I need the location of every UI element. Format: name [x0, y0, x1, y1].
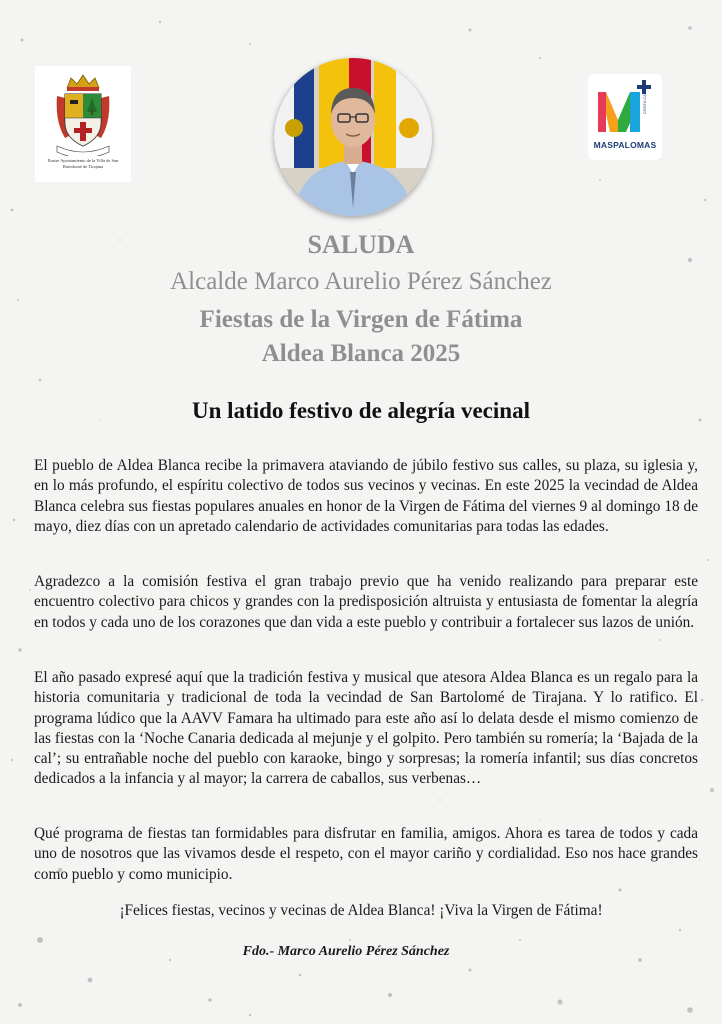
maspalomas-side-text: COSTA CANARIA: [642, 81, 647, 114]
title-fiestas: Fiestas de la Virgen de Fátima: [199, 306, 523, 333]
signature: Fdo.- Marco Aurelio Pérez Sánchez: [242, 944, 450, 959]
maspalomas-word: MASPALOMAS: [593, 140, 657, 150]
paragraph-4: Qué programa de fiestas tan formidables para disfrutar en familia, amigos. Ahora es tarea de todos y cada uno de nosotros que las vivamos desde el respeto, con el mayor cariño y cordialidad. Eso nos hace grandes como pueblo y como municipio.: [34, 825, 698, 883]
paragraph-3: El año pasado expresé aquí que la tradición festiva y musical que atesora Aldea Blanca es un regalo para la historia comunitaria y tradicional de toda la vecindad de San Bartolomé de Tirajana. Y lo ratifico. El programa lúdico que la AAVV Famara ha ultimado para este año así lo delata desde el mismo comienzo de las fiestas con la ‘Noche Canaria dedicada al mejunje y el golpito. Pero también su romería; la ‘Bajada de la cal’; su entrañable noche del pueblo con karaoke, bingo y sorpresas; la romería infantil; sus días concretos dedicados a la infancia y al mayor; la carrera de caballos, sus verbenas…: [34, 669, 698, 788]
maspalomas-logo: [588, 74, 662, 160]
crest-caption: Ilustre Ayuntamiento de la Villa de San Bartolomé de Tirajana: [47, 158, 119, 169]
title-saluda: SALUDA: [307, 230, 415, 259]
main-heading: Un latido festivo de alegría vecinal: [192, 398, 530, 423]
title-aldea-blanca: Aldea Blanca 2025: [261, 340, 461, 367]
municipal-crest-logo: [35, 66, 131, 182]
maspalomas-m-plus-icon: [588, 74, 662, 140]
paragraph-2: Agradezco a la comisión festiva el gran trabajo previo que ha venido realizando para preparar este encuentro colectivo para chicos y grandes con la predisposición altruista y entusiasta de fomentar la alegría en todos y cada uno de los corazones que dan vida a este pueblo y contribuir a fortalecer sus lazos de unión.: [34, 573, 698, 631]
closing-line: ¡Felices fiestas, vecinos y vecinas de Aldea Blanca! ¡Viva la Virgen de Fátima!: [119, 902, 603, 919]
paragraph-1: El pueblo de Aldea Blanca recibe la primavera ataviando de júbilo festivo sus calles, su plaza, su iglesia y, en lo más profundo, el espíritu colectivo de todos sus vecinos y vecinas. En este 2025 la vecindad de Aldea Blanca celebra sus fiestas populares anuales en honor de la Virgen de Fátima del viernes 9 al domingo 18 de mayo, diez días con un apretado calendario de actividades comunitarias para todas las edades.: [34, 457, 698, 535]
coat-of-arms-icon: [53, 72, 113, 156]
mayor-portrait: [274, 58, 432, 216]
mayor-portrait-icon: [274, 58, 432, 216]
title-mayor-name: Alcalde Marco Aurelio Pérez Sánchez: [170, 268, 552, 295]
